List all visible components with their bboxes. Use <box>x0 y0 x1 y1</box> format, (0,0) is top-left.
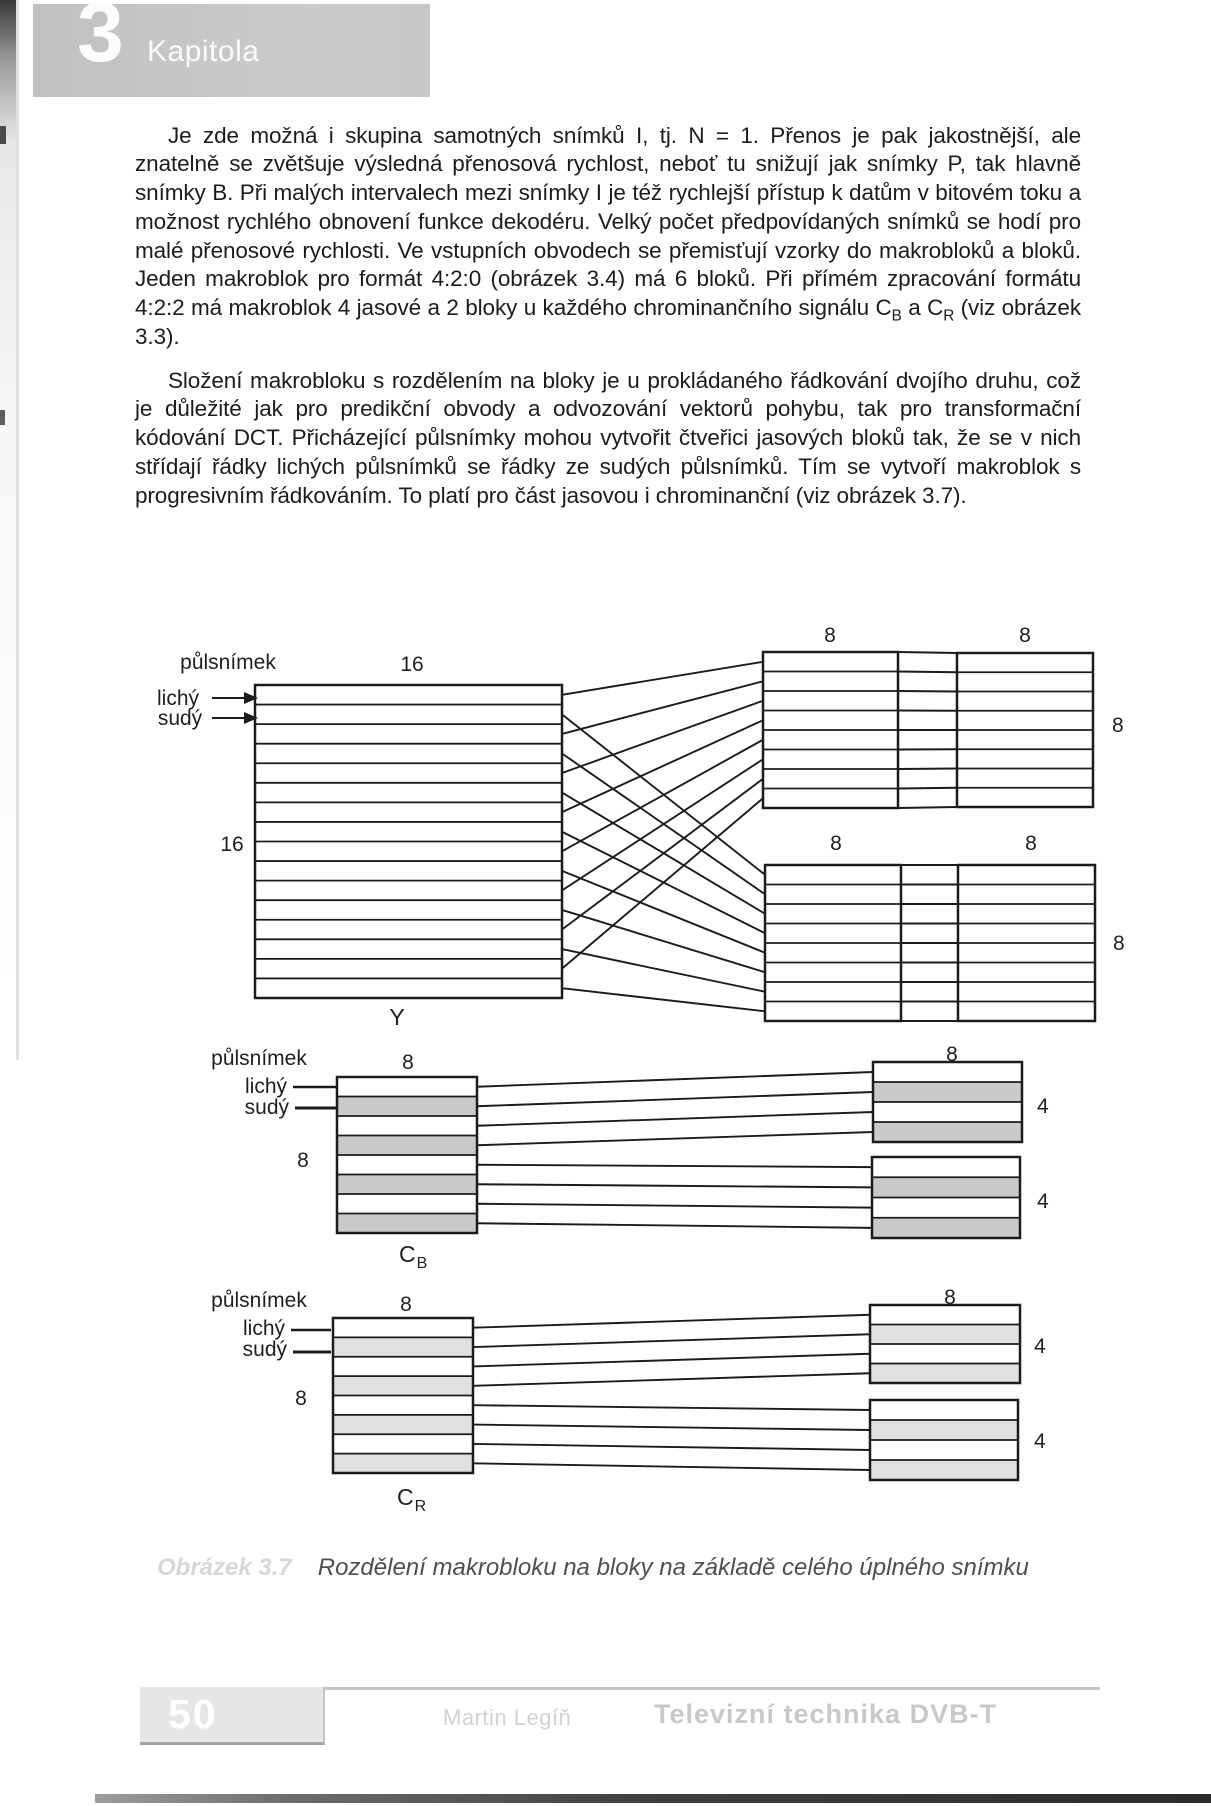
cb-name-label-main: C <box>399 1241 416 1267</box>
connector-line <box>477 1165 872 1167</box>
pixel-block <box>765 865 901 1021</box>
chapter-title: Kapitola <box>147 35 260 68</box>
pixel-block <box>872 1157 1020 1238</box>
paragraph-text: a C <box>901 295 944 321</box>
connector-line <box>898 807 957 808</box>
cr-width-label: 8 <box>400 1293 412 1316</box>
pulsnimek-label: půlsnímek <box>211 1289 307 1312</box>
connector-line <box>562 740 763 852</box>
connector-line <box>473 1315 870 1328</box>
connector-line <box>898 652 957 653</box>
block-width-label: 8 <box>830 832 842 855</box>
connector-line <box>477 1072 873 1087</box>
chapter-number: 3 <box>77 0 124 79</box>
connector-line <box>473 1373 870 1386</box>
pixel-block <box>763 652 898 808</box>
sudy-label: sudý <box>242 1338 287 1361</box>
sudy-label: sudý <box>157 707 203 730</box>
connector-line <box>898 788 957 789</box>
block-width-label: 8 <box>1019 624 1031 647</box>
page-number-box <box>140 1687 325 1745</box>
connector-line <box>473 1354 870 1367</box>
y-width-label: 16 <box>400 653 424 676</box>
footer-author: Martin Legíň <box>443 1705 572 1730</box>
connector-line <box>473 1334 870 1347</box>
pixel-block <box>870 1400 1018 1480</box>
connector-line <box>562 701 763 773</box>
connector-line <box>473 1463 870 1470</box>
block-width-label: 8 <box>824 624 836 647</box>
pulsnimek-label: půlsnímek <box>211 1047 307 1070</box>
connector-line <box>473 1444 870 1450</box>
lichy-label: lichý <box>156 687 200 710</box>
pixel-block <box>958 865 1095 1021</box>
connector-line <box>477 1132 873 1145</box>
paragraph-text: (viz obrázek 3.3). <box>135 295 1081 350</box>
connector-line <box>562 988 765 1011</box>
footer-rule <box>325 1687 1100 1690</box>
page-number: 50 <box>168 1691 218 1737</box>
block-width-label: 8 <box>1025 832 1037 855</box>
figure-caption-text: Rozdělení makrobloku na bloky na základě celého úplného snímku <box>317 1554 1029 1581</box>
subscript: B <box>891 307 902 325</box>
paragraph-text: Složení makrobloku s rozdělením na bloky je u prokládaného řádkování dvojího druhu, což je důležité jak pro predikční obvody a odvozování vektorů pohybu, tak pro transformační kódování DCT. Přicházející půlsnímky mohou vytvořit čtveřici jasových bloků tak, že se v nich střídají řádky lichých půlsnímků se řádky ze sudých půlsnímků. Tím se vytvoří makroblok s progresivním řádkováním. To platí pro část jasovou i chrominanční (viz obrázek 3.7). <box>135 367 1081 508</box>
lichy-label: lichý <box>242 1317 285 1340</box>
cb-block-height-label: 4 <box>1037 1095 1049 1118</box>
cr-block-width-label: 8 <box>944 1286 956 1309</box>
connector-line <box>562 779 763 930</box>
connector-line <box>477 1204 872 1208</box>
figure-caption <box>157 1554 1137 1582</box>
page-edge-bottom <box>95 1794 1211 1803</box>
connector-line <box>898 691 957 692</box>
connector-line <box>898 672 957 673</box>
cb-name-label-subscript: B <box>416 1255 428 1272</box>
sudy-label: sudý <box>244 1096 289 1119</box>
cb-name-label <box>399 1241 427 1272</box>
cb-block-height-label: 4 <box>1037 1190 1049 1213</box>
pixel-block <box>870 1305 1020 1383</box>
connector-line <box>473 1405 870 1410</box>
cb-width-label: 8 <box>402 1051 414 1074</box>
y-name-label: Y <box>389 1004 405 1030</box>
connector-line <box>477 1184 872 1187</box>
cr-block-height-label: 4 <box>1034 1430 1046 1453</box>
cr-name-label-subscript: R <box>414 1498 427 1515</box>
block-height-label: 8 <box>1113 932 1125 955</box>
connector-line <box>898 769 957 770</box>
connector-line <box>477 1223 872 1228</box>
lichy-label: lichý <box>244 1075 287 1098</box>
cr-block-height-label: 4 <box>1034 1335 1046 1358</box>
cr-name-label-main: C <box>397 1484 414 1510</box>
pulsnimek-label: půlsnímek <box>180 651 276 674</box>
pixel-block <box>873 1062 1022 1142</box>
pixel-block <box>957 653 1093 807</box>
cb-height-label: 8 <box>297 1149 309 1172</box>
pixel-block <box>337 1077 477 1233</box>
connector-line <box>477 1092 873 1106</box>
y-height-label: 16 <box>220 833 244 856</box>
connector-line <box>562 720 763 812</box>
figure-caption-label: Obrázek 3.7 <box>157 1554 292 1581</box>
pixel-block <box>255 685 562 998</box>
subscript: R <box>943 307 955 325</box>
connector-line <box>473 1425 870 1430</box>
connector-line <box>562 949 765 992</box>
cb-block-width-label: 8 <box>946 1043 958 1066</box>
cr-name-label <box>397 1484 426 1515</box>
paragraph-text: Je zde možná i skupina samotných snímků I, tj. N = 1. Přenos je pak jakostnější, ale znatelně se zvětšuje výsledná přenosová rychlost, neboť tu snižují jak snímky P, tak hlavně snímky B. Při malých intervalech mezi snímky I je též rychlejší přístup k datům v bitovém toku a možnost rychlého obnovení funkce dekodéru. Velký počet předpovídaných snímků se hodí pro malé přenosové rychlosti. Ve vstupních obvodech se přemisťují vzorky do makrobloků a bloků. Jeden makroblok pro formát 4:2:0 (obrázek 3.4) má 6 bloků. Při přímém zpracování formátu 4:2:2 má makroblok 4 jasové a 2 bloky u každého chrominančního signálu C <box>135 122 1081 321</box>
footer-book-title: Televizní technika DVB-T <box>654 1699 998 1729</box>
block-height-label: 8 <box>1112 714 1124 737</box>
cr-height-label: 8 <box>295 1387 307 1410</box>
connector-line <box>477 1112 873 1126</box>
pixel-block <box>333 1318 473 1473</box>
